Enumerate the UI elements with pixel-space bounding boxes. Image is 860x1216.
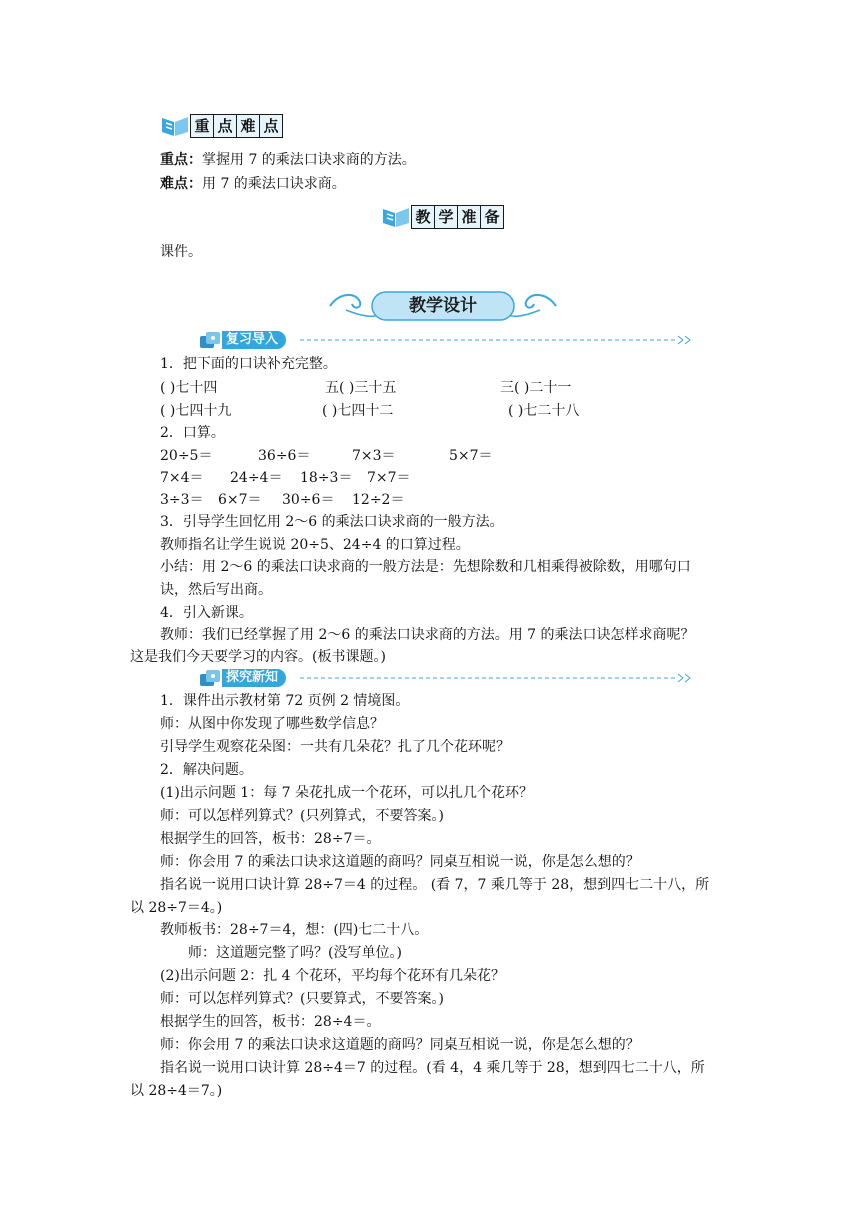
explore-line: 师：这道题完整了吗？(没写单位。) xyxy=(188,945,402,961)
explore-line: 根据学生的回答，板书：28÷7＝。 xyxy=(160,831,381,847)
books-icon xyxy=(198,330,222,350)
fill-blank: 三( )二十一 xyxy=(500,380,572,396)
explore-line: 以 28÷7＝4。) xyxy=(130,900,223,916)
fill-blank: ( )七二十八 xyxy=(508,403,580,419)
design-banner-title: 教学设计 xyxy=(409,296,477,316)
fill-blank: ( )七十四 xyxy=(160,380,218,396)
explore-header-label: 探究新知 xyxy=(222,669,286,687)
review-teacher-cont: 这是我们今天要学习的内容。(板书课题。) xyxy=(130,649,386,665)
review-line: 教师指名让学生说说 20÷5、24÷4 的口算过程。 xyxy=(160,537,470,553)
explore-line: 师：你会用 7 的乘法口诀求这道题的商吗？同桌互相说一说，你是怎么想的？ xyxy=(160,854,640,870)
focus-line: 重点：掌握用 7 的乘法口诀求商的方法。 xyxy=(160,152,416,168)
calc-item: 6×7＝ xyxy=(218,492,262,508)
review-header-label: 复习导入 xyxy=(222,331,286,349)
explore-line: 根据学生的回答，板书：28÷4＝。 xyxy=(160,1014,381,1030)
review-item-1: 1．把下面的口诀补充完整。 xyxy=(160,356,337,372)
review-divider xyxy=(300,335,695,345)
calc-item: 18÷3＝ xyxy=(300,470,353,486)
explore-header xyxy=(198,668,286,688)
calc-item: 12÷2＝ xyxy=(352,492,405,508)
calc-item: 5×7＝ xyxy=(449,448,493,464)
explore-line: 师：从图中你发现了哪些数学信息？ xyxy=(160,716,384,732)
explore-line: (2)出示问题 2：扎 4 个花环，平均每个花环有几朵花？ xyxy=(160,968,505,984)
explore-line: 以 28÷4＝7。) xyxy=(130,1083,223,1099)
explore-line: 指名说一说用口诀计算 28÷7＝4 的过程。 (看 7，7 乘几等于 28，想到四七二十八，所 xyxy=(160,877,710,893)
fill-blank: 五( )三十五 xyxy=(325,380,397,396)
review-summary: 小结：用 2～6 的乘法口诀求商的一般方法是：先想除数和几相乘得被除数，用哪句口 xyxy=(160,559,691,575)
books-icon xyxy=(198,668,222,688)
review-header xyxy=(198,330,286,350)
review-summary-cont: 诀，然后写出商。 xyxy=(160,582,272,598)
difficulty-line: 难点：用 7 的乘法口诀求商。 xyxy=(160,176,346,192)
explore-line: 2．解决问题。 xyxy=(160,762,253,778)
calc-item: 30÷6＝ xyxy=(282,492,335,508)
book-icon xyxy=(381,205,411,229)
explore-divider xyxy=(300,673,695,683)
prep-title: 教 学 准 备 xyxy=(411,205,504,229)
explore-line: 指名说一说用口诀计算 28÷4＝7 的过程。(看 4，4 乘几等于 28，想到四七二十八，所 xyxy=(160,1060,705,1076)
book-icon xyxy=(160,114,190,138)
calc-item: 24÷4＝ xyxy=(230,470,283,486)
key-points-title: 重 点 难 点 xyxy=(190,114,283,138)
explore-line: (1)出示问题 1：每 7 朵花扎成一个花环，可以扎几个花环？ xyxy=(160,785,533,801)
calc-item: 7×3＝ xyxy=(352,448,396,464)
explore-line: 师：你会用 7 的乘法口诀求这道题的商吗？同桌互相说一说，你是怎么想的？ xyxy=(160,1037,640,1053)
calc-item: 3÷3＝ xyxy=(160,492,204,508)
explore-line: 教师板书：28÷7＝4，想：(四)七二十八。 xyxy=(160,922,429,938)
calc-item: 7×4＝ xyxy=(160,470,204,486)
review-item-4: 4．引入新课。 xyxy=(160,605,253,621)
review-teacher: 教师：我们已经掌握了用 2～6 的乘法口诀求商的方法。用 7 的乘法口诀怎样求商呢？ xyxy=(160,627,695,643)
explore-line: 引导学生观察花朵图：一共有几朵花？扎了几个花环呢？ xyxy=(160,739,510,755)
calc-item: 36÷6＝ xyxy=(258,448,311,464)
prep-header xyxy=(381,205,504,229)
review-item-3: 3．引导学生回忆用 2～6 的乘法口诀求商的一般方法。 xyxy=(160,514,504,530)
key-points-header xyxy=(160,114,283,138)
review-item-2: 2．口算。 xyxy=(160,425,225,441)
calc-item: 7×7＝ xyxy=(367,470,411,486)
fill-blank: ( )七四十二 xyxy=(322,403,394,419)
calc-item: 20÷5＝ xyxy=(160,448,213,464)
explore-line: 师：可以怎样列算式？(只要算式，不要答案。) xyxy=(160,991,444,1007)
explore-line: 1．课件出示教材第 72 页例 2 情境图。 xyxy=(160,693,410,709)
prep-text: 课件。 xyxy=(160,244,202,260)
explore-line: 师：可以怎样列算式？(只列算式，不要答案。) xyxy=(160,808,444,824)
fill-blank: ( )七四十九 xyxy=(160,403,232,419)
